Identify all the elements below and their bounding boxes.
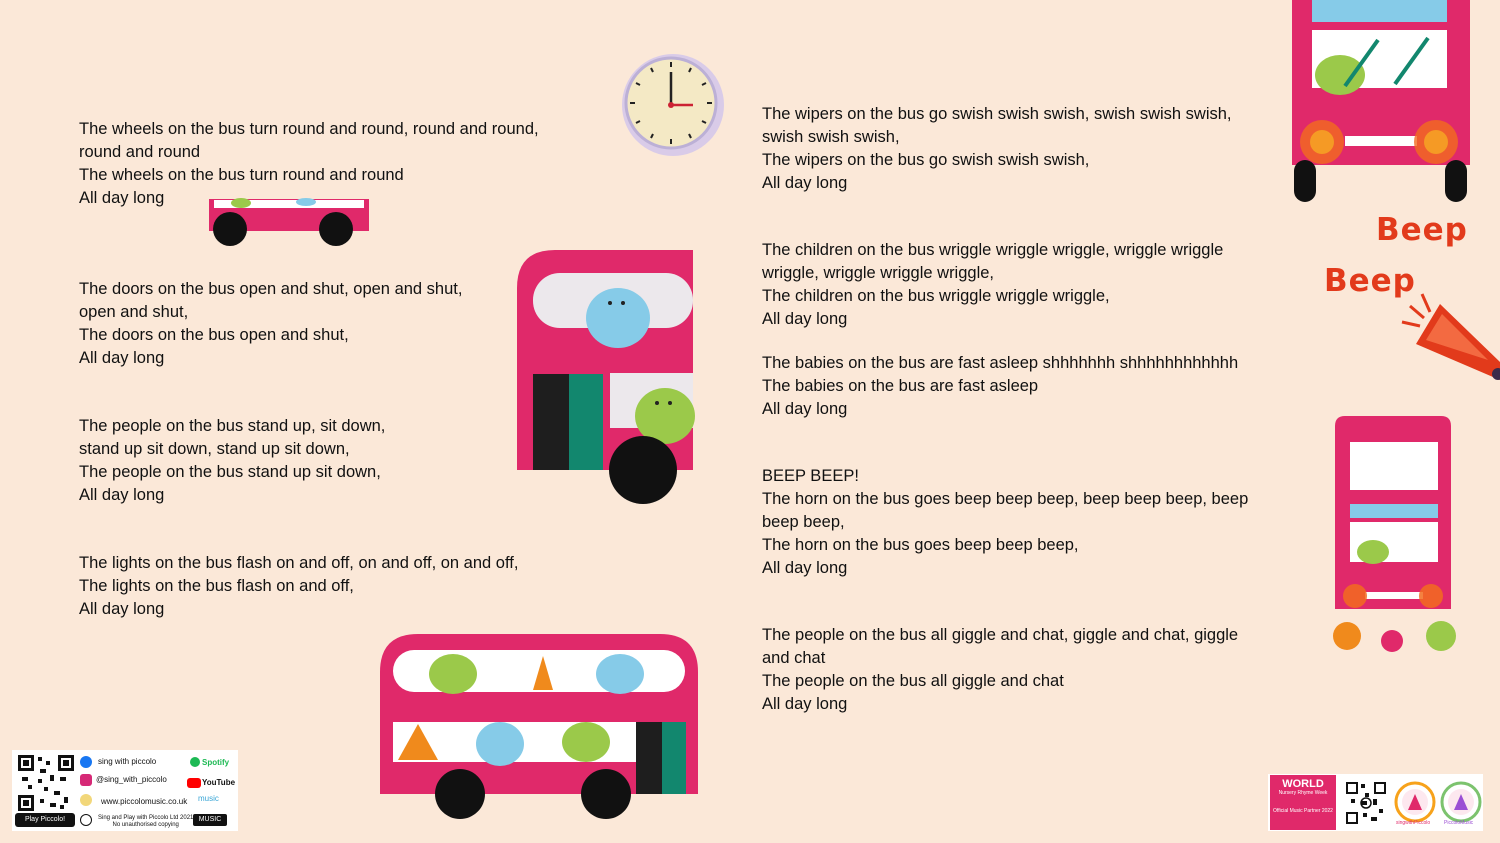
spotify-icon[interactable] — [190, 757, 200, 767]
verse-wipers: The wipers on the bus go swish swish swish, swish swish swish, swish swish swish, The wipers on the bus go swish swish swish, All day long — [762, 105, 1232, 192]
amazon-music-label[interactable]: music — [198, 794, 219, 803]
clock-icon — [618, 52, 728, 158]
partner-logo-subtext: Nursery Rhyme Week — [1278, 790, 1328, 796]
apple-music-label: MUSIC — [198, 816, 222, 823]
double-decker-bus-illustration — [378, 632, 700, 822]
sing-with-piccolo-label: singwithPiccolo — [1396, 820, 1431, 826]
facebook-handle[interactable]: sing with piccolo — [98, 757, 157, 766]
play-piccolo-button[interactable] — [15, 813, 75, 827]
apple-music-badge[interactable] — [193, 814, 227, 826]
instagram-icon[interactable] — [80, 774, 92, 786]
facebook-icon[interactable] — [80, 756, 92, 768]
verse-wheels: The wheels on the bus turn round and round, round and round, round and round The wheels on the bus turn round and round All day long — [79, 120, 539, 207]
verse-people-stand: The people on the bus stand up, sit down, stand up sit down, stand up sit down, The people on the bus stand up sit down, All day long — [79, 417, 386, 504]
verse-doors: The doors on the bus open and shut, open and shut, open and shut, The doors on the bus open and shut, All day long — [79, 280, 463, 367]
verse-babies: The babies on the bus are fast asleep shhhhhhh shhhhhhhhhhhh The babies on the bus are fast asleep All day long — [762, 354, 1239, 418]
qr-code-icon[interactable] — [16, 753, 76, 813]
verse-children: The children on the bus wriggle wriggle wriggle, wriggle wriggle wriggle, wriggle wriggle wriggle, The children on the bus wriggle wriggle wriggle, All day long — [762, 241, 1224, 328]
small-bus-illustration — [206, 197, 371, 249]
instagram-handle[interactable]: @sing_with_piccolo — [96, 775, 167, 784]
world-nursery-rhyme-week-logo — [1270, 775, 1336, 830]
beep-text-1: Beep — [1376, 212, 1468, 248]
partner-qr-code-icon[interactable] — [1345, 781, 1387, 825]
horn-bus-illustration — [1325, 414, 1470, 662]
partner-logo-text: WORLD — [1282, 778, 1324, 790]
partner-card — [1268, 774, 1483, 831]
piccolo-music-logo — [1440, 778, 1482, 826]
website-link[interactable]: www.piccolomusic.co.uk — [101, 797, 188, 806]
sing-with-piccolo-logo — [1394, 778, 1436, 826]
youtube-icon[interactable] — [187, 778, 201, 788]
verse-lights: The lights on the bus flash on and off, on and off, on and off, The lights on the bus flash on and off, All day long — [79, 554, 519, 618]
piccolo-logo-icon — [80, 794, 92, 806]
verse-people-chat: The people on the bus all giggle and chat, giggle and chat, giggle and chat The people on the bus all giggle and chat All day long — [762, 626, 1239, 713]
copyright-text: Sing and Play with Piccolo Ltd 2021 No unauthorised copying — [98, 815, 194, 828]
doors-bus-illustration — [515, 248, 695, 506]
spotify-label[interactable]: Spotify — [202, 758, 230, 767]
youtube-label[interactable]: YouTube — [202, 778, 236, 787]
verse-horn: BEEP BEEP! The horn on the bus goes beep beep beep, beep beep beep, beep beep beep, The horn on the bus goes beep beep beep, All day long — [762, 467, 1249, 577]
horn-icon — [1398, 292, 1500, 392]
beep-text-2: Beep — [1324, 263, 1416, 299]
social-card — [12, 750, 238, 831]
wipers-bus-illustration — [1290, 0, 1472, 205]
copyright-icon — [80, 814, 92, 826]
play-piccolo-label: Play Piccolo! — [24, 816, 66, 823]
partner-caption: Official Music Partner 2022 — [1273, 808, 1333, 814]
piccolo-music-label: PiccoloMusic — [1444, 820, 1474, 826]
